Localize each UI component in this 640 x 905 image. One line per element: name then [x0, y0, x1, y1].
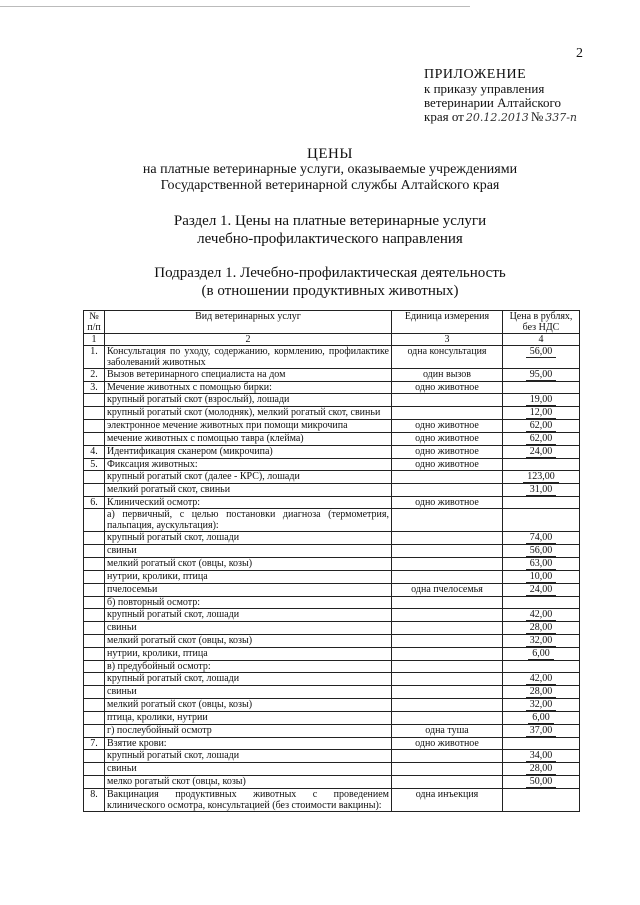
row-price — [503, 545, 580, 558]
row-unit — [392, 407, 503, 420]
row-number — [84, 597, 105, 609]
row-price — [503, 712, 580, 725]
row-price — [503, 763, 580, 776]
page-number: 2 — [576, 46, 583, 61]
table-row — [84, 346, 580, 369]
subsection-heading — [60, 264, 600, 300]
table-header-row — [84, 311, 580, 334]
row-number — [84, 420, 105, 433]
table-row — [84, 394, 580, 407]
header-num: № п/п — [84, 311, 105, 334]
table-row — [84, 597, 580, 609]
row-number — [84, 471, 105, 484]
price-value: 6,00 — [528, 712, 554, 724]
row-price — [503, 446, 580, 459]
table-row — [84, 661, 580, 673]
price-value: 34,00 — [526, 750, 557, 762]
table-row — [84, 635, 580, 648]
price-value: 56,00 — [526, 346, 557, 358]
row-number — [84, 712, 105, 725]
price-value: 95,00 — [526, 369, 557, 381]
row-price — [503, 509, 580, 532]
row-service: свиньи — [105, 622, 392, 635]
table-row — [84, 545, 580, 558]
table-row — [84, 609, 580, 622]
row-price — [503, 407, 580, 420]
row-price — [503, 558, 580, 571]
row-price — [503, 471, 580, 484]
table-row — [84, 584, 580, 597]
price-value: 56,00 — [526, 545, 557, 557]
table-row — [84, 686, 580, 699]
row-number — [84, 648, 105, 661]
row-number — [84, 484, 105, 497]
handwritten-date: 20.12.2013 — [465, 111, 529, 124]
row-price — [503, 369, 580, 382]
row-service: крупный рогатый скот, лошади — [105, 609, 392, 622]
row-unit — [392, 394, 503, 407]
table-row — [84, 497, 580, 509]
row-unit: одно животное — [392, 738, 503, 750]
row-number — [84, 584, 105, 597]
row-unit — [392, 558, 503, 571]
row-unit — [392, 509, 503, 532]
row-service: мелкий рогатый скот, свиньи — [105, 484, 392, 497]
header-service: Вид ветеринарных услуг — [105, 311, 392, 334]
price-value: 24,00 — [526, 446, 557, 458]
row-unit — [392, 622, 503, 635]
row-service: мелко рогатый скот (овцы, козы) — [105, 776, 392, 789]
section-line-1: Раздел 1. Цены на платные ветеринарные услуги — [173, 213, 487, 229]
scan-top-line — [0, 6, 470, 7]
row-number: 4. — [84, 446, 105, 459]
row-service: мелкий рогатый скот (овцы, козы) — [105, 699, 392, 712]
row-service: Клинический осмотр: — [105, 497, 392, 509]
row-number: 1. — [84, 346, 105, 369]
row-number: 3. — [84, 382, 105, 394]
column-number-4: 4 — [503, 334, 580, 346]
row-price — [503, 532, 580, 545]
table-row — [84, 699, 580, 712]
row-number — [84, 661, 105, 673]
column-number-2: 2 — [105, 334, 392, 346]
price-table — [83, 310, 580, 812]
price-value: 32,00 — [526, 635, 557, 647]
row-number: 7. — [84, 738, 105, 750]
annex-line-2: ветеринарии Алтайского — [424, 95, 562, 110]
row-number — [84, 686, 105, 699]
row-unit: одно животное — [392, 382, 503, 394]
row-number — [84, 609, 105, 622]
row-price — [503, 433, 580, 446]
table-row — [84, 571, 580, 584]
table-row — [84, 622, 580, 635]
annex-number-prefix: № — [530, 109, 544, 124]
row-unit — [392, 750, 503, 763]
row-service: Идентификация сканером (микрочипа) — [105, 446, 392, 459]
row-service: электронное мечение животных при помощи микрочипа — [105, 420, 392, 433]
price-value: 6,00 — [528, 648, 554, 660]
row-number: 5. — [84, 459, 105, 471]
row-number — [84, 750, 105, 763]
row-service: г) послеубойный осмотр — [105, 725, 392, 738]
row-unit — [392, 609, 503, 622]
price-value: 123,00 — [523, 471, 559, 483]
header-price: Цена в рублях, без НДС — [503, 311, 580, 334]
row-price — [503, 622, 580, 635]
row-unit: одно животное — [392, 497, 503, 509]
price-value: 19,00 — [526, 394, 557, 406]
row-unit — [392, 532, 503, 545]
row-unit: одно животное — [392, 459, 503, 471]
table-row — [84, 738, 580, 750]
row-number — [84, 558, 105, 571]
table-row — [84, 369, 580, 382]
price-value: 62,00 — [526, 433, 557, 445]
row-service: птица, кролики, нутрии — [105, 712, 392, 725]
handwritten-number: 337-п — [545, 111, 578, 124]
row-unit — [392, 484, 503, 497]
row-price — [503, 635, 580, 648]
row-price — [503, 738, 580, 750]
price-value: 42,00 — [526, 609, 557, 621]
document-subtitle-2: Государственной ветеринарной службы Алтайского края — [160, 178, 500, 193]
row-unit: одна консультация — [392, 346, 503, 369]
row-unit: один вызов — [392, 369, 503, 382]
row-number — [84, 509, 105, 532]
row-number — [84, 622, 105, 635]
row-unit: одна туша — [392, 725, 503, 738]
row-number — [84, 545, 105, 558]
row-number: 6. — [84, 497, 105, 509]
table-row — [84, 532, 580, 545]
price-value: 31,00 — [526, 484, 557, 496]
row-number: 8. — [84, 789, 105, 812]
table-row — [84, 433, 580, 446]
price-value: 37,00 — [526, 725, 557, 737]
row-unit — [392, 686, 503, 699]
document-heading — [60, 146, 600, 194]
annex-block — [424, 68, 579, 125]
price-value: 62,00 — [526, 420, 557, 432]
table-row — [84, 459, 580, 471]
table-row — [84, 763, 580, 776]
row-price — [503, 699, 580, 712]
table-column-numbers-row — [84, 334, 580, 346]
row-number — [84, 699, 105, 712]
row-price — [503, 497, 580, 509]
table-row — [84, 789, 580, 812]
row-price — [503, 725, 580, 738]
row-unit — [392, 597, 503, 609]
table-row — [84, 725, 580, 738]
row-number — [84, 763, 105, 776]
table-row — [84, 407, 580, 420]
table-row — [84, 712, 580, 725]
price-value: 74,00 — [526, 532, 557, 544]
row-service: крупный рогатый скот (молодняк), мелкий рогатый скот, свиньи — [105, 407, 392, 420]
row-unit: одно животное — [392, 446, 503, 459]
document-subtitle-1: на платные ветеринарные услуги, оказываемые учреждениями — [142, 162, 518, 177]
row-service: в) предубойный осмотр: — [105, 661, 392, 673]
row-service: пчелосемьи — [105, 584, 392, 597]
row-price — [503, 648, 580, 661]
row-price — [503, 420, 580, 433]
row-price — [503, 571, 580, 584]
subsection-line-2: (в отношении продуктивных животных) — [201, 283, 459, 299]
row-price — [503, 686, 580, 699]
row-number: 2. — [84, 369, 105, 382]
row-unit — [392, 571, 503, 584]
section-heading — [60, 212, 600, 248]
row-service: Консультация по уходу, содержанию, кормлению, профилактике заболеваний животных — [105, 346, 392, 369]
row-service: Взятие крови: — [105, 738, 392, 750]
price-value: 32,00 — [526, 699, 557, 711]
row-price — [503, 661, 580, 673]
row-service: крупный рогатый скот, лошади — [105, 673, 392, 686]
row-price — [503, 394, 580, 407]
table-row — [84, 382, 580, 394]
row-service: крупный рогатый скот (взрослый), лошади — [105, 394, 392, 407]
price-value: 28,00 — [526, 622, 557, 634]
row-price — [503, 597, 580, 609]
table-row — [84, 673, 580, 686]
row-price — [503, 673, 580, 686]
column-number-1: 1 — [84, 334, 105, 346]
row-price — [503, 776, 580, 789]
row-service: нутрии, кролики, птица — [105, 571, 392, 584]
section-line-2: лечебно-профилактического направления — [197, 231, 463, 247]
table-row — [84, 509, 580, 532]
annex-title: ПРИЛОЖЕНИЕ — [424, 67, 527, 82]
table-row — [84, 446, 580, 459]
annex-line-1: к приказу управления — [424, 81, 545, 96]
row-service: Вакцинация продуктивных животных с проведением клинического осмотра, консультацией (без стоимости вакцины): — [105, 789, 392, 812]
price-value: 63,00 — [526, 558, 557, 570]
row-service: свиньи — [105, 763, 392, 776]
row-number — [84, 433, 105, 446]
row-price — [503, 484, 580, 497]
document-title: ЦЕНЫ — [307, 146, 353, 162]
row-unit: одна инъекция — [392, 789, 503, 812]
row-service: Мечение животных с помощью бирки: — [105, 382, 392, 394]
row-unit — [392, 545, 503, 558]
row-unit: одно животное — [392, 433, 503, 446]
price-value: 24,00 — [526, 584, 557, 596]
row-price — [503, 609, 580, 622]
row-service: свиньи — [105, 545, 392, 558]
table-row — [84, 750, 580, 763]
row-service: Фиксация животных: — [105, 459, 392, 471]
row-unit — [392, 712, 503, 725]
row-unit — [392, 635, 503, 648]
price-value: 28,00 — [526, 686, 557, 698]
row-unit — [392, 471, 503, 484]
row-service: мелкий рогатый скот (овцы, козы) — [105, 635, 392, 648]
table-row — [84, 484, 580, 497]
row-unit — [392, 648, 503, 661]
row-unit: одна пчелосемья — [392, 584, 503, 597]
column-number-3: 3 — [392, 334, 503, 346]
row-number — [84, 725, 105, 738]
row-number — [84, 532, 105, 545]
price-value: 28,00 — [526, 763, 557, 775]
row-service: мелкий рогатый скот (овцы, козы) — [105, 558, 392, 571]
row-number — [84, 673, 105, 686]
annex-line-3 — [424, 110, 579, 125]
price-value: 12,00 — [526, 407, 557, 419]
row-price — [503, 382, 580, 394]
price-value: 50,00 — [526, 776, 557, 788]
row-price — [503, 346, 580, 369]
header-unit: Единица измерения — [392, 311, 503, 334]
annex-date-prefix: края от — [424, 109, 464, 124]
row-price — [503, 750, 580, 763]
row-unit — [392, 763, 503, 776]
row-unit — [392, 661, 503, 673]
row-service: крупный рогатый скот, лошади — [105, 532, 392, 545]
row-service: свиньи — [105, 686, 392, 699]
table-row — [84, 558, 580, 571]
row-service: а) первичный, с целью постановки диагноза (термометрия, пальпация, аускультация): — [105, 509, 392, 532]
row-price — [503, 789, 580, 812]
row-number — [84, 407, 105, 420]
row-price — [503, 459, 580, 471]
row-unit — [392, 673, 503, 686]
row-service: б) повторный осмотр: — [105, 597, 392, 609]
row-price — [503, 584, 580, 597]
row-service: Вызов ветеринарного специалиста на дом — [105, 369, 392, 382]
row-unit: одно животное — [392, 420, 503, 433]
row-number — [84, 394, 105, 407]
row-service: нутрии, кролики, птица — [105, 648, 392, 661]
row-service: крупный рогатый скот, лошади — [105, 750, 392, 763]
table-row — [84, 420, 580, 433]
row-service: крупный рогатый скот (далее - КРС), лошади — [105, 471, 392, 484]
table-row — [84, 471, 580, 484]
row-number — [84, 571, 105, 584]
row-number — [84, 635, 105, 648]
row-service: мечение животных с помощью тавра (клейма) — [105, 433, 392, 446]
row-unit — [392, 776, 503, 789]
row-unit — [392, 699, 503, 712]
table-row — [84, 648, 580, 661]
table-row — [84, 776, 580, 789]
price-value: 42,00 — [526, 673, 557, 685]
price-value: 10,00 — [526, 571, 557, 583]
subsection-line-1: Подраздел 1. Лечебно-профилактическая деятельность — [154, 265, 506, 281]
row-number — [84, 776, 105, 789]
